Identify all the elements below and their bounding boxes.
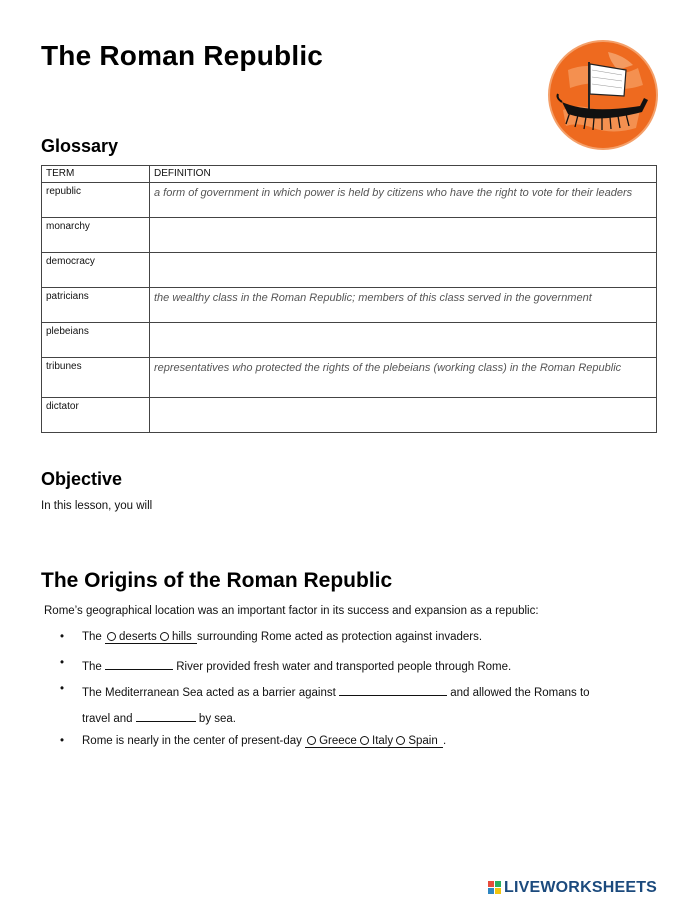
definition-cell[interactable]: the wealthy class in the Roman Republic; members of this class served in the government (150, 288, 657, 323)
table-row (42, 253, 657, 288)
bullet-dot-icon: • (60, 735, 65, 747)
table-row (42, 288, 657, 323)
column-header-term: TERM (42, 166, 150, 183)
bullet2-post: River provided fresh water and transported people through Rome. (176, 661, 512, 673)
table-row (42, 398, 657, 433)
radio-circle-icon[interactable] (360, 736, 369, 745)
globe-ship-icon (548, 40, 658, 150)
option-deserts[interactable]: deserts (119, 631, 157, 643)
term-cell: tribunes (42, 358, 150, 398)
term-cell: dictator (42, 398, 150, 433)
bullet3-line2-post: by sea. (198, 713, 236, 725)
option-italy[interactable]: Italy (372, 735, 394, 747)
definition-cell[interactable]: a form of government in which power is held by citizens who have the right to vote for their leaders (150, 183, 657, 218)
term-cell: democracy (42, 253, 150, 288)
radio-circle-icon[interactable] (307, 736, 316, 745)
liveworksheets-icon (488, 881, 502, 895)
bullet2-pre: The (82, 661, 102, 673)
table-row (42, 323, 657, 358)
definition-cell[interactable] (150, 398, 657, 433)
bullet-dot-icon: • (60, 631, 65, 643)
bullet-dot-icon: • (60, 683, 65, 695)
choice-group (305, 735, 443, 748)
bullet1-post: surrounding Rome acted as protection against invaders. (196, 631, 483, 643)
objective-heading: Objective (41, 469, 123, 489)
definition-cell[interactable] (150, 253, 657, 288)
table-row (42, 358, 657, 398)
bullet3-mid: and allowed the Romans to (450, 687, 590, 699)
term-cell: monarchy (42, 218, 150, 253)
option-spain[interactable]: Spain (408, 735, 438, 747)
page-title: The Roman Republic (41, 40, 324, 71)
glossary-table (41, 165, 657, 433)
glossary-header-row (42, 166, 657, 183)
choice-group (105, 631, 197, 644)
definition-cell[interactable] (150, 218, 657, 253)
table-row (42, 183, 657, 218)
radio-circle-icon[interactable] (160, 632, 169, 641)
bullet1-pre: The (82, 631, 102, 643)
barrier-blank-input[interactable] (339, 683, 447, 696)
radio-circle-icon[interactable] (107, 632, 116, 641)
radio-circle-icon[interactable] (396, 736, 405, 745)
origins-heading: The Origins of the Roman Republic (41, 569, 393, 592)
option-greece[interactable]: Greece (319, 735, 357, 747)
travel-blank-input[interactable] (136, 709, 196, 722)
liveworksheets-logo (488, 879, 657, 897)
brand-text: LIVEWORKSHEETS (504, 879, 658, 896)
term-cell: plebeians (42, 323, 150, 358)
bullet3-pre: The Mediterranean Sea acted as a barrier against (82, 687, 336, 699)
definition-cell[interactable]: representatives who protected the rights of the plebeians (working class) in the Roman Republic (150, 358, 657, 398)
objective-text: In this lesson, you will (41, 500, 153, 512)
table-row (42, 218, 657, 253)
term-cell: republic (42, 183, 150, 218)
term-cell: patricians (42, 288, 150, 323)
glossary-heading: Glossary (41, 136, 119, 156)
bullet4-post: . (442, 735, 447, 747)
definition-cell[interactable] (150, 323, 657, 358)
bullet3-line2-pre: travel and (82, 713, 133, 725)
option-hills[interactable]: hills (171, 631, 192, 643)
river-blank-input[interactable] (105, 657, 173, 670)
bullet4-pre: Rome is nearly in the center of present-day (82, 735, 302, 747)
origins-intro: Rome’s geographical location was an important factor in its success and expansion as a republic: (44, 605, 539, 617)
bullet-dot-icon: • (60, 657, 65, 669)
column-header-definition: DEFINITION (150, 166, 657, 183)
